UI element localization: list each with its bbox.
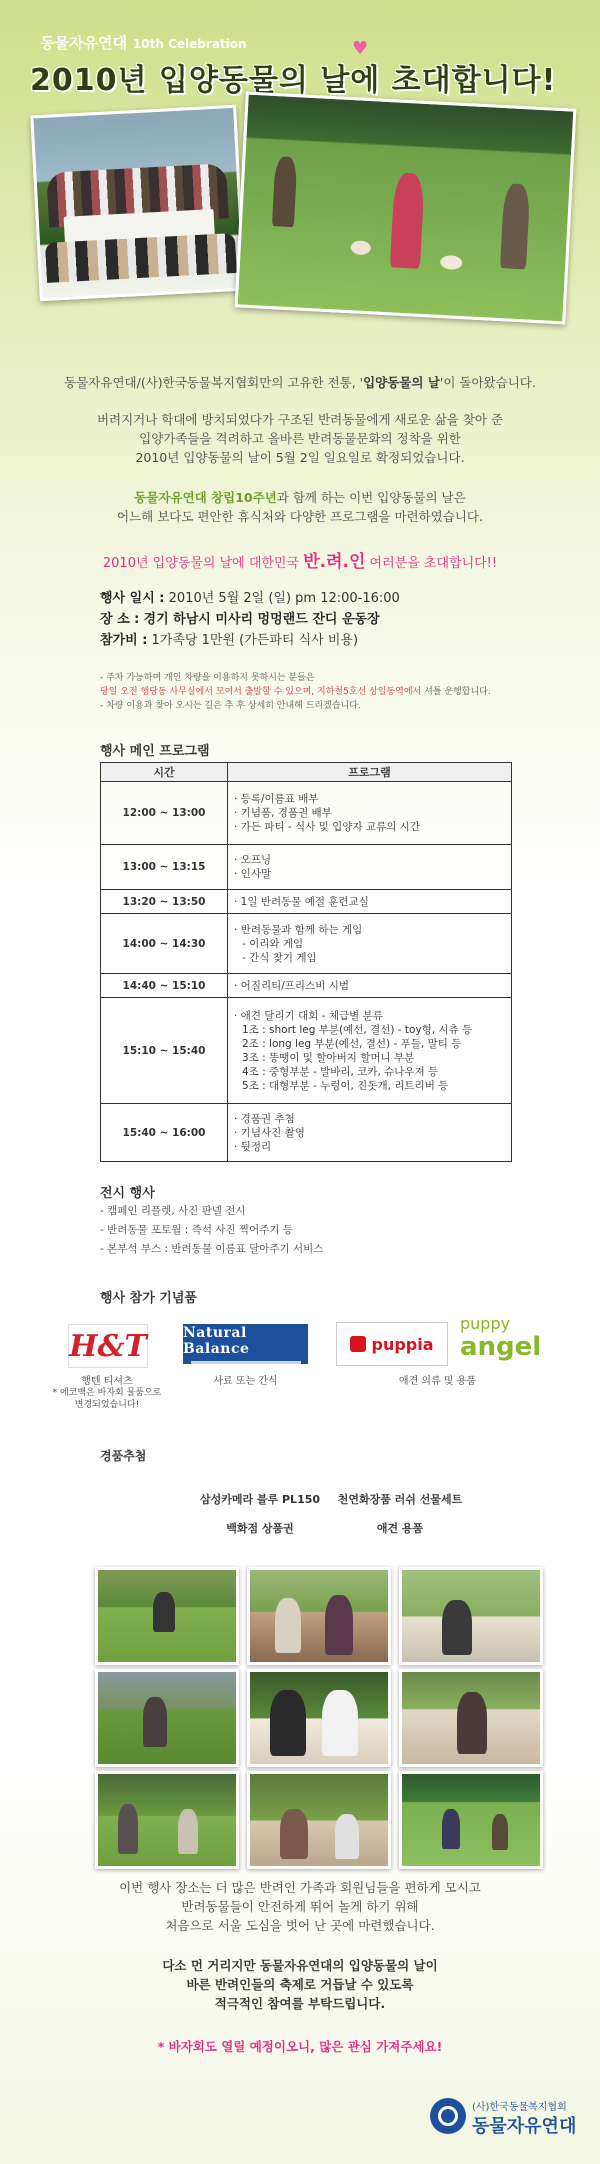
prize-item: 삼성카메라 블루 PL150 [199, 1493, 321, 1506]
hnt-logo: H&T [68, 1324, 148, 1368]
group-photo [30, 105, 245, 302]
note-red: 당일 오전 행당동 사무실에서 모여서 출발할 수 있으며, [100, 687, 315, 697]
gifts-title: 행사 참가 기념품 [100, 1291, 197, 1306]
anniversary-paragraph [20, 488, 580, 526]
natural-balance-caption: 사료 또는 간식 [213, 1376, 278, 1387]
closing-line: 처음으로 서울 도심을 벗어 난 곳에 마련했습니다. [165, 1918, 435, 1933]
table-row [101, 998, 512, 1104]
closing-line: 다소 먼 거리지만 동물자유연대의 입양동물의 날이 [162, 1958, 438, 1973]
intro-emphasis: 입양동물의 날 [363, 375, 440, 390]
anniversary-line2: 어느해 보다도 편안한 휴식처와 다양한 프로그램을 마련하였습니다. [117, 509, 483, 524]
intro-p2-line: 입양가족들을 격려하고 올바른 반려동물문화의 정착을 위한 [139, 431, 461, 446]
row-program: · 등록/이름표 배부 · 기념품, 경품권 배부 · 가든 파티 - 식사 및 입양자 교류의 시간 [228, 782, 512, 845]
event-info [100, 588, 400, 651]
puppia-logo: puppia [336, 1322, 448, 1366]
program-title: 행사 메인 프로그램 [100, 744, 210, 759]
closing-line: 반려동물들이 안전하게 뛰어 놀게 하기 위해 [181, 1899, 419, 1914]
intro-paragraph [20, 410, 580, 467]
invite-text: 2010년 입양동물의 날에 대한민국 [102, 556, 300, 571]
row-program: · 애견 달리기 대회 - 체급별 분류 1조 : short leg 부분(예선, 결선) - toy형, 시츄 등 2조 : long leg 부분(예선, 결선) - 푸들, 말티 등 3조 : 똥땡이 및 할아버지 할머니 부분 4조 : 중형부분 - 발바리, 코카, 슈나우져 등 5조 : 대형부분 - 누렁이, 진돗개, 리트리버 등 [228, 998, 512, 1104]
row-time: 14:00 ~ 14:30 [101, 914, 228, 974]
anniversary-text: 과 함께 하는 이번 입양동물의 날은 [276, 490, 466, 505]
event-photo [399, 1771, 543, 1869]
program-table [100, 762, 512, 1162]
closing-request [20, 1956, 580, 2013]
puppia-mark-icon [350, 1336, 366, 1352]
note-line: - 주차 가능하며 개인 차량을 이용하지 못하시는 분들은 [100, 673, 315, 683]
intro-line [20, 373, 580, 392]
prize-item: 천연화장품 러쉬 선물세트 [337, 1493, 463, 1506]
note-line: - 차량 이용과 찾아 오시는 길은 추 후 상세히 안내해 드리겠습니다. [100, 701, 361, 711]
closing-line: 바른 반려인들의 축제로 거듭날 수 있도록 [186, 1977, 414, 1992]
prizes-title: 경품추첨 [100, 1449, 147, 1463]
invite-emphasis: 반.려.인 [303, 552, 366, 572]
event-notes [100, 671, 491, 713]
bazaar-note: * 바자회도 열릴 예정이오니, 많은 관심 가져주세요! [157, 2039, 443, 2054]
event-photo [399, 1567, 543, 1665]
intro-text: 동물자유연대/(사)한국동물복지협회만의 고유한 전통, ' [64, 375, 364, 390]
heart-icon: ♥ [352, 38, 369, 59]
row-program: · 어질리티/프리스비 시범 [228, 974, 512, 998]
brand-line [40, 32, 247, 53]
org-main-name: 동물자유연대 [472, 2116, 577, 2137]
date-label: 행사 일시 : [100, 591, 165, 606]
event-photo [399, 1669, 543, 1767]
intro-p2-line: 버려지거나 학대에 방치되었다가 구조된 반려동물에게 새로운 삶을 찾아 준 [96, 412, 504, 427]
table-row [101, 782, 512, 845]
table-row [101, 890, 512, 914]
exhibition-title: 전시 행사 [100, 1186, 155, 1201]
org-sub-name: (사)한국동물복지협회 [472, 2102, 567, 2113]
row-time: 15:40 ~ 16:00 [101, 1104, 228, 1162]
prize-item: 백화점 상품권 [226, 1522, 294, 1535]
table-row [101, 1104, 512, 1162]
row-program: · 1일 반려동물 예절 훈련교실 [228, 890, 512, 914]
row-time: 13:20 ~ 13:50 [101, 890, 228, 914]
col-program: 프로그램 [228, 763, 512, 782]
row-time: 14:40 ~ 15:10 [101, 974, 228, 998]
closing-paragraph [20, 1878, 580, 1935]
row-time: 15:10 ~ 15:40 [101, 998, 228, 1104]
brand-name: 동물자유연대 [40, 34, 127, 52]
celebration-label: 10th Celebration [132, 37, 247, 51]
event-photo [247, 1567, 391, 1665]
fee-label: 참가비 : [100, 633, 148, 648]
puppia-caption: 애견 의류 및 용품 [398, 1376, 477, 1387]
table-row [101, 845, 512, 890]
list-item: - 반려동물 포토월 : 즉석 사진 찍어주기 등 [100, 1224, 293, 1236]
page-title: 2010년 입양동물의 날에 초대합니다! [30, 63, 557, 98]
row-time: 12:00 ~ 13:00 [101, 782, 228, 845]
note-red: 지하철5호선 상일동역에서 [317, 687, 422, 697]
event-photo [95, 1669, 239, 1767]
org-logo-icon [430, 2098, 466, 2134]
closing-line: 적극적인 참여를 부탁드립니다. [214, 1996, 386, 2011]
event-photo [95, 1771, 239, 1869]
puppy-angel-logo: puppy angel [460, 1314, 542, 1362]
prize-item: 애견 용품 [376, 1522, 424, 1535]
natural-balance-logo: Natural Balance [183, 1324, 308, 1364]
row-time: 13:00 ~ 13:15 [101, 845, 228, 890]
table-header [101, 763, 512, 782]
event-photo [247, 1771, 391, 1869]
invite-text-end: 여러분을 초대합니다!! [369, 556, 498, 571]
intro-p2-line: 2010년 입양동물의 날이 5월 2일 일요일로 확정되었습니다. [135, 450, 465, 465]
row-program: · 반려동물과 함께 하는 게임 - 이리와 게임 - 간식 찾기 게임 [228, 914, 512, 974]
place-value: 경기 하남시 미사리 멍멍랜드 잔디 운동장 [143, 612, 380, 627]
row-program: · 경품권 추첨 · 기념사진 촬영 · 뒷정리 [228, 1104, 512, 1162]
note-line: 셔틀 운행합니다. [424, 687, 491, 697]
running-photo [235, 91, 577, 324]
hnt-caption: 행텐 티셔츠 [81, 1376, 133, 1387]
invite-line [20, 553, 580, 573]
event-photo [95, 1567, 239, 1665]
closing-line: 이번 행사 장소는 더 많은 반려인 가족과 회원님들을 편하게 모시고 [119, 1880, 481, 1895]
list-item: - 캠페인 리플렛, 사진 판넬 전시 [100, 1205, 246, 1217]
date-value: 2010년 5월 2일 (일) pm 12:00-16:00 [168, 591, 400, 606]
table-row [101, 914, 512, 974]
anniversary-highlight: 동물자유연대 창립10주년 [134, 490, 277, 505]
event-photo [247, 1669, 391, 1767]
list-item: - 본부석 부스 : 반려동물 이름표 달아주기 서비스 [100, 1243, 324, 1255]
intro-text-end: '이 돌아왔습니다. [439, 375, 536, 390]
gift-note: * 에코백은 바자회 물품으로 변경되었습니다! [52, 1388, 162, 1410]
exhibition-list [100, 1202, 323, 1259]
col-time: 시간 [101, 763, 228, 782]
table-row [101, 974, 512, 998]
place-label: 장 소 : [100, 612, 140, 627]
fee-value: 1가족당 1만원 (가든파티 식사 비용) [151, 633, 359, 648]
row-program: · 오프닝 · 인사말 [228, 845, 512, 890]
